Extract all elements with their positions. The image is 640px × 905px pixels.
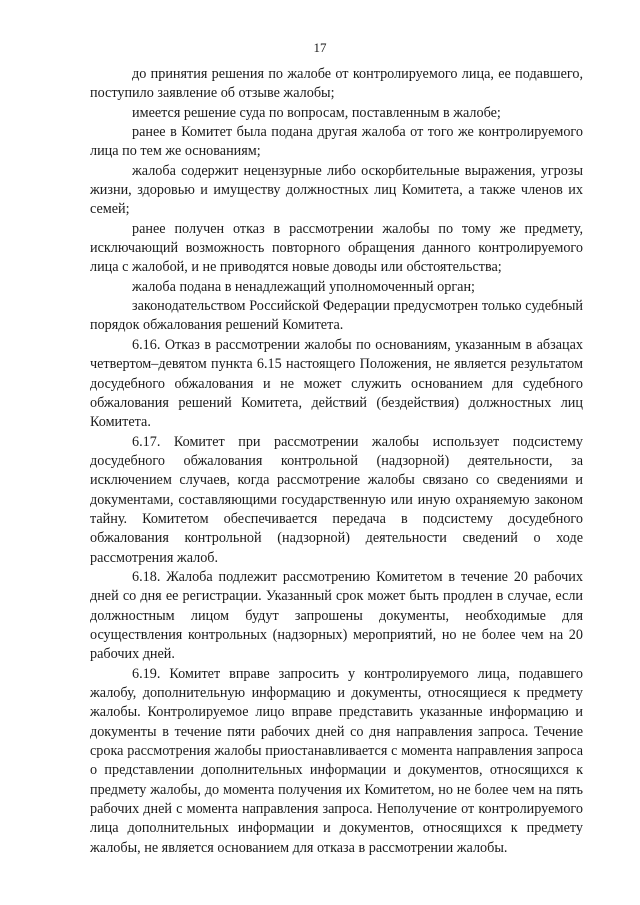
paragraph-6-17: 6.17. Комитет при рассмотрении жалобы использует подсистему досудебного обжалования контрольной (надзорной) деятельности, за исключением случаев, когда рассмотрение жалобы связано со сведениями и документами, составляющими государственную или иную охраняемую законом тайну. Комитетом обеспечивается передача в подсистему досудебного обжалования контрольной (надзорной) деятельности сведений о ходе рассмотрения жалоб. xyxy=(90,433,583,566)
paragraph-6-18: 6.18. Жалоба подлежит рассмотрению Комитетом в течение 20 рабочих дней со дня ее регистрации. Указанный срок может быть продлен в случае, если должностным лицом будут запрошены документы, необходимые для осуществления контрольных (надзорных) мероприятий, но не более чем на 20 рабочих дней. xyxy=(90,568,583,663)
paragraph: жалоба подана в ненадлежащий уполномоченный орган; xyxy=(132,278,475,295)
paragraph-6-16: 6.16. Отказ в рассмотрении жалобы по основаниям, указанным в абзацах четвертом–девятом пункта 6.15 настоящего Положения, не является результатом досудебного обжалования и не может служить основанием для судебного обжалования решений Комитета, действий (бездействия) должностных лиц Комитета. xyxy=(90,336,583,431)
paragraph: до принятия решения по жалобе от контролируемого лица, ее подавшего, поступило заявление об отзыве жалобы; xyxy=(90,66,583,102)
paragraph: ранее получен отказ в рассмотрении жалобы по тому же предмету, исключающий возможность повторного обращения данного контролируемого лица с жалобой, и не приводятся новые доводы или обстоятельства; xyxy=(90,220,583,276)
paragraph: имеется решение суда по вопросам, поставленным в жалобе; xyxy=(132,104,501,121)
page-number: 17 xyxy=(313,40,327,55)
paragraph: законодательством Российской Федерации предусмотрен только судебный порядок обжалования решений Комитета. xyxy=(90,298,583,334)
paragraph-6-19: 6.19. Комитет вправе запросить у контролируемого лица, подавшего жалобу, дополнительную информацию и документы, относящиеся к предмету жалобы. Контролируемое лицо вправе представить указанные информацию и документы в течение пяти рабочих дней со дня направления запроса. Течение срока рассмотрения жалобы приостанавливается с момента направления запроса о представлении дополнительных информации и документов, относящихся к предмету жалобы, до момента получения их Комитетом, но не более чем на пять рабочих дней с момента направления запроса. Неполучение от контролируемого лица дополнительных информации и документов, относящихся к предмету жалобы, не является основанием для отказа в рассмотрении жалобы. xyxy=(90,665,583,856)
document-body xyxy=(90,65,583,858)
paragraph: жалоба содержит нецензурные либо оскорбительные выражения, угрозы жизни, здоровью и имуществу должностных лиц Комитета, а также членов их семей; xyxy=(90,162,583,218)
paragraph: ранее в Комитет была подана другая жалоба от того же контролируемого лица по тем же основаниям; xyxy=(90,124,583,160)
